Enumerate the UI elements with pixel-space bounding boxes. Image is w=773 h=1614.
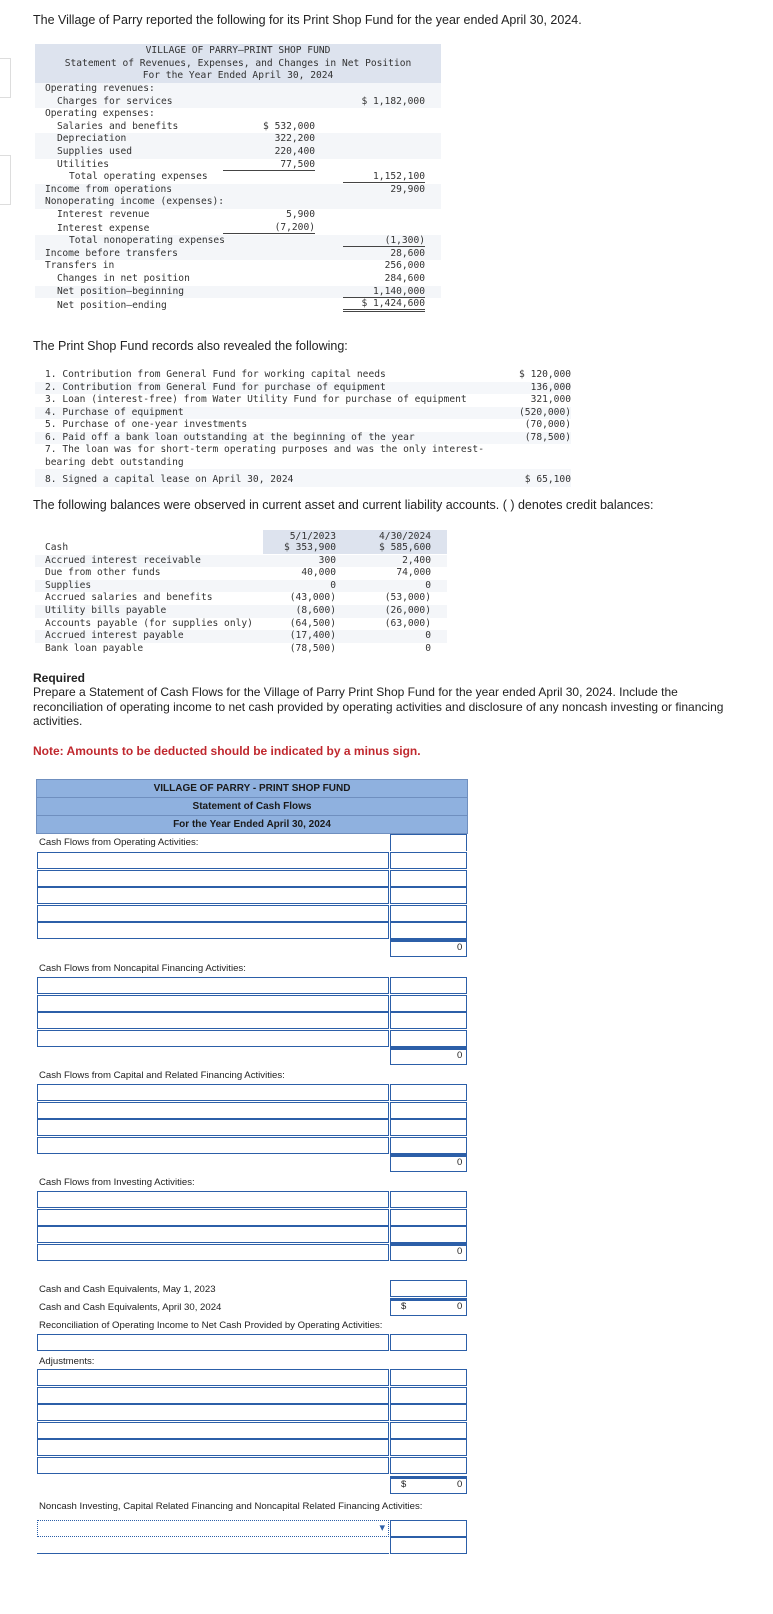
balance-label: Due from other funds xyxy=(45,567,161,579)
statement-row-label: Utilities xyxy=(57,158,109,170)
balance-label: Bank loan payable xyxy=(45,642,144,654)
capital-line-amount[interactable] xyxy=(390,1137,467,1154)
operating-line-amount[interactable] xyxy=(390,922,467,939)
record-amount: $ 65,100 xyxy=(524,474,571,485)
records-intro: The Print Shop Fund records also revealed the following: xyxy=(33,339,348,353)
adjustment-line-amount[interactable] xyxy=(390,1457,467,1474)
statement-row-label: Supplies used xyxy=(57,146,133,157)
cash-end-total-value: 0 xyxy=(457,1301,463,1312)
capital-line-description[interactable] xyxy=(37,1084,389,1101)
record-text: 3. Loan (interest-free) from Water Utility Fund for purchase of equipment xyxy=(45,394,467,405)
balance-value-begin: (64,500) xyxy=(289,617,336,629)
statement-row-label: Changes in net position xyxy=(57,273,190,284)
required-line: Prepare a Statement of Cash Flows for the Village of Parry Print Shop Fund for the year ended April 30, 2024. Include the xyxy=(33,685,678,699)
record-amount: (78,500) xyxy=(524,431,571,443)
noncapital-total-cell[interactable] xyxy=(390,1047,467,1065)
balance-value-end: 74,000 xyxy=(396,567,431,579)
operating-header-amount xyxy=(390,834,467,851)
balance-value-end: 0 xyxy=(425,630,431,642)
balance-value-begin: (78,500) xyxy=(289,642,336,654)
cash-begin-label: Cash and Cash Equivalents, May 1, 2023 xyxy=(39,1284,216,1295)
statement-row-total: 29,900 xyxy=(390,183,425,195)
balance-value-end: $ 585,600 xyxy=(379,542,431,553)
section-investing-label: Cash Flows from Investing Activities: xyxy=(39,1177,195,1188)
reconciliation-total-value: 0 xyxy=(457,1479,463,1490)
cash-end-label: Cash and Cash Equivalents, April 30, 2024 xyxy=(39,1302,222,1313)
record-text: 4. Purchase of equipment xyxy=(45,406,184,418)
balance-value-begin: (8,600) xyxy=(295,605,336,616)
balance-value-begin: 0 xyxy=(330,579,336,591)
operating-line-description[interactable] xyxy=(37,887,389,904)
capital-line-description[interactable] xyxy=(37,1119,389,1136)
capital-line-amount[interactable] xyxy=(390,1102,467,1119)
operating-line-description[interactable] xyxy=(37,922,389,939)
section-capital-label: Cash Flows from Capital and Related Financing Activities: xyxy=(39,1070,285,1081)
balance-value-end: 2,400 xyxy=(402,554,431,566)
statement-title: VILLAGE OF PARRY—PRINT SHOP FUND xyxy=(145,45,331,56)
statement-row-amount: (7,200) xyxy=(223,222,315,234)
reconciliation-line-amount[interactable] xyxy=(390,1334,467,1351)
adjustment-line-amount[interactable] xyxy=(390,1387,467,1404)
statement-row-label: Income from operations xyxy=(45,183,173,195)
adjustment-line-description[interactable] xyxy=(37,1439,389,1456)
balance-label: Cash xyxy=(45,542,69,553)
balances-col1: 5/1/2023 xyxy=(289,531,336,542)
record-text: 7. The loan was for short-term operating purposes and was the only interest- xyxy=(45,444,484,455)
statement-row-label: Interest revenue xyxy=(57,209,150,220)
statement-row-label: Interest expense xyxy=(57,222,150,234)
balance-value-begin: 40,000 xyxy=(301,567,336,579)
balance-value-begin: 300 xyxy=(318,554,336,566)
statement-row-total: (1,300) xyxy=(343,235,425,247)
adjustment-line-amount[interactable] xyxy=(390,1439,467,1456)
balance-value-end: (26,000) xyxy=(384,605,431,616)
statement-row-amount: $ 532,000 xyxy=(263,120,315,132)
reconciliation-line-description[interactable] xyxy=(37,1334,389,1351)
chevron-down-icon: ▾ xyxy=(379,1522,385,1534)
cash-begin-amount[interactable] xyxy=(390,1280,467,1297)
investing-line-description[interactable] xyxy=(37,1226,389,1243)
statement-row-total: 256,000 xyxy=(384,260,425,272)
noncash-amount[interactable] xyxy=(390,1520,467,1537)
statement-row-label: Net position—ending xyxy=(57,300,167,312)
statement-subtitle: Statement of Revenues, Expenses, and Changes in Net Position xyxy=(64,57,412,69)
statement-row-label: Net position—beginning xyxy=(57,285,185,297)
record-amount: 321,000 xyxy=(530,394,571,405)
noncapital-line-description[interactable] xyxy=(37,1012,389,1029)
cf-subtitle: Statement of Cash Flows xyxy=(36,797,468,816)
record-amount: (520,000) xyxy=(519,406,571,418)
balance-value-end: (63,000) xyxy=(384,617,431,629)
statement-row-amount: 5,900 xyxy=(286,209,315,220)
balance-value-end: (53,000) xyxy=(384,592,431,604)
operating-line-description[interactable] xyxy=(37,870,389,887)
adjustment-line-description[interactable] xyxy=(37,1422,389,1439)
balances-intro: The following balances were observed in current asset and current liability accounts. ( ) denotes credit balances: xyxy=(33,498,654,512)
adjustment-line-amount[interactable] xyxy=(390,1404,467,1421)
section-operating-label: Cash Flows from Operating Activities: xyxy=(39,837,199,848)
noncash-select[interactable] xyxy=(37,1520,389,1537)
statement-period: For the Year Ended April 30, 2024 xyxy=(142,70,334,81)
capital-line-amount[interactable] xyxy=(390,1084,467,1101)
statement-row-label: Transfers in xyxy=(45,260,115,272)
record-text: 6. Paid off a bank loan outstanding at the beginning of the year xyxy=(45,431,415,443)
noncash-label: Noncash Investing, Capital Related Financing and Noncapital Related Financing Activities: xyxy=(39,1501,423,1512)
capital-line-amount[interactable] xyxy=(390,1119,467,1136)
cash-end-dollar-sign: $ xyxy=(401,1301,407,1312)
statement-row-total: 1,140,000 xyxy=(343,286,425,298)
balance-value-end: 0 xyxy=(425,579,431,591)
statement-row-label: Depreciation xyxy=(57,133,127,145)
intro-text: The Village of Parry reported the following for its Print Shop Fund for the year ended April 30, 2024. xyxy=(33,13,582,27)
adjustment-line-description[interactable] xyxy=(37,1387,389,1404)
adjustment-line-amount[interactable] xyxy=(390,1369,467,1386)
statement-row-label: Total operating expenses xyxy=(69,171,208,183)
investing-line-description[interactable] xyxy=(37,1244,389,1261)
noncash-description-2[interactable] xyxy=(37,1537,389,1554)
statement-row-total: 28,600 xyxy=(390,247,425,259)
statement-row-label: Operating expenses: xyxy=(45,108,155,120)
operating-line-amount[interactable] xyxy=(390,905,467,922)
noncapital-line-amount[interactable] xyxy=(390,1030,467,1047)
statement-row-total: $ 1,424,600 xyxy=(343,298,425,312)
record-amount: 136,000 xyxy=(530,381,571,393)
balance-label: Supplies xyxy=(45,579,92,591)
required-line: activities. xyxy=(33,714,83,728)
balances-col2: 4/30/2024 xyxy=(379,531,431,542)
cf-title: VILLAGE OF PARRY - PRINT SHOP FUND xyxy=(36,779,468,798)
operating-total-value: 0 xyxy=(457,942,463,953)
balance-label: Accrued interest payable xyxy=(45,630,184,642)
statement-row-amount: 220,400 xyxy=(274,146,315,157)
noncapital-line-description[interactable] xyxy=(37,977,389,994)
balance-value-end: 0 xyxy=(425,642,431,654)
adjustment-line-description[interactable] xyxy=(37,1404,389,1421)
adjustment-line-description[interactable] xyxy=(37,1457,389,1474)
required-title: Required xyxy=(33,671,86,685)
required-line: reconciliation of operating income to net cash provided by operating activities and disclosure of any noncash investing or financing xyxy=(33,699,724,714)
investing-line-description[interactable] xyxy=(37,1191,389,1208)
noncash-amount-2[interactable] xyxy=(390,1537,467,1554)
operating-line-amount[interactable] xyxy=(390,852,467,869)
record-amount: $ 120,000 xyxy=(519,369,571,380)
section-noncapital-label: Cash Flows from Noncapital Financing Activities: xyxy=(39,963,246,974)
investing-line-amount[interactable] xyxy=(390,1226,467,1243)
statement-row-label: Nonoperating income (expenses): xyxy=(45,196,225,208)
investing-total-value: 0 xyxy=(457,1246,463,1257)
balance-value-begin: (17,400) xyxy=(289,630,336,642)
statement-row-total: 1,152,100 xyxy=(343,171,425,183)
investing-line-description[interactable] xyxy=(37,1209,389,1226)
record-text: 2. Contribution from General Fund for purchase of equipment xyxy=(45,381,386,393)
statement-row-amount: 322,200 xyxy=(274,133,315,145)
record-text: 1. Contribution from General Fund for working capital needs xyxy=(45,369,386,380)
operating-line-description[interactable] xyxy=(37,852,389,869)
adjustments-label: Adjustments: xyxy=(39,1356,95,1367)
balance-label: Accrued salaries and benefits xyxy=(45,592,213,604)
noncapital-line-amount[interactable] xyxy=(390,977,467,994)
cf-period: For the Year Ended April 30, 2024 xyxy=(36,815,468,834)
balance-value-begin: (43,000) xyxy=(289,592,336,604)
operating-line-amount[interactable] xyxy=(390,887,467,904)
noncapital-line-description[interactable] xyxy=(37,995,389,1012)
statement-row-total: $ 1,182,000 xyxy=(361,95,425,107)
balance-label: Utility bills payable xyxy=(45,605,167,616)
statement-row-label: Operating revenues: xyxy=(45,83,155,94)
statement-row-label: Charges for services xyxy=(57,95,173,107)
record-text: 8. Signed a capital lease on April 30, 2024 xyxy=(45,474,294,485)
operating-line-amount[interactable] xyxy=(390,870,467,887)
operating-total-cell[interactable] xyxy=(390,939,467,957)
note-text: Note: Amounts to be deducted should be indicated by a minus sign. xyxy=(33,744,421,758)
balance-value-begin: $ 353,900 xyxy=(284,542,336,553)
balance-label: Accounts payable (for supplies only) xyxy=(45,617,253,629)
capital-total-value: 0 xyxy=(457,1157,463,1168)
record-text: bearing debt outstanding xyxy=(45,456,184,468)
statement-row-label: Salaries and benefits xyxy=(57,120,179,132)
capital-line-description[interactable] xyxy=(37,1137,389,1154)
noncapital-line-amount[interactable] xyxy=(390,1012,467,1029)
noncapital-line-amount[interactable] xyxy=(390,995,467,1012)
investing-line-amount[interactable] xyxy=(390,1209,467,1226)
statement-row-label: Total nonoperating expenses xyxy=(69,235,225,247)
reconciliation-label: Reconciliation of Operating Income to Net Cash Provided by Operating Activities: xyxy=(39,1320,383,1331)
capital-total-cell[interactable] xyxy=(390,1154,467,1172)
adjustment-line-amount[interactable] xyxy=(390,1422,467,1439)
reconciliation-dollar-sign: $ xyxy=(401,1479,407,1490)
capital-line-description[interactable] xyxy=(37,1102,389,1119)
statement-row-label: Income before transfers xyxy=(45,247,178,259)
statement-row-total: 284,600 xyxy=(384,273,425,284)
investing-total-cell[interactable] xyxy=(390,1243,467,1261)
adjustment-line-description[interactable] xyxy=(37,1369,389,1386)
statement-row-amount: 77,500 xyxy=(223,159,315,171)
operating-line-description[interactable] xyxy=(37,905,389,922)
noncapital-total-value: 0 xyxy=(457,1050,463,1061)
investing-line-amount[interactable] xyxy=(390,1191,467,1208)
record-text: 5. Purchase of one-year investments xyxy=(45,419,248,430)
record-amount: (70,000) xyxy=(524,419,571,430)
noncapital-line-description[interactable] xyxy=(37,1030,389,1047)
balance-label: Accrued interest receivable xyxy=(45,554,201,566)
